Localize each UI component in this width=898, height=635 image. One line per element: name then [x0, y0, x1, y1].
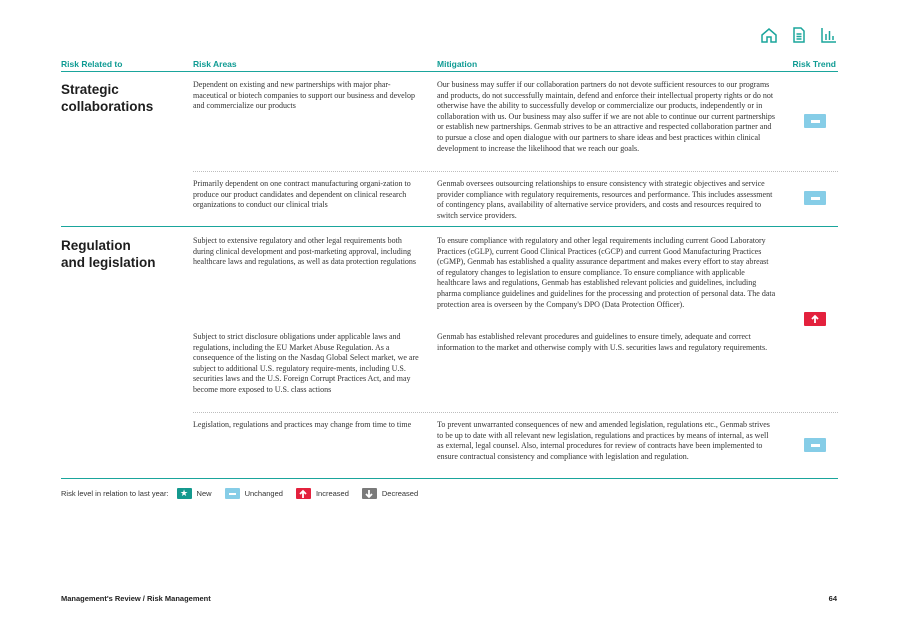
- page-number: 64: [828, 594, 837, 603]
- legend-increased-icon: [296, 488, 311, 499]
- risk-area-text: Subject to extensive regulatory and other legal requirements both during clinical development and post-marketing approval, including healthcare laws and regulations, as well as data protection regulations: [193, 236, 417, 267]
- bar-chart-icon[interactable]: [820, 26, 838, 44]
- page-footer: [61, 594, 837, 603]
- legend-new-label: New: [196, 489, 212, 498]
- group-title-regulation-and-legislation: [61, 237, 156, 271]
- legend-new-icon: ★: [177, 488, 192, 499]
- group-title-line: Strategic: [61, 82, 119, 97]
- risk-area-text: Legislation, regulations and practices may change from time to time: [193, 420, 412, 429]
- legend-decreased-label: Decreased: [381, 489, 419, 498]
- risk-legend: [61, 488, 431, 499]
- legend-label: Risk level in relation to last year:: [61, 489, 169, 498]
- mitigation-text: To prevent unwarranted consequences of new and amended legislation, regulations etc., Genmab strives to be up to date with all relevant new legislation, regulations and practices by means of internal, as well as external, legal counsel. Also, internal procedures for review of contracts have been implemented to ensure contractual consistency and compliance with legislation and regulation.: [437, 420, 770, 461]
- document-icon[interactable]: [790, 26, 808, 44]
- top-navigation: [760, 26, 838, 44]
- group-title-strategic-collaborations: [61, 81, 153, 115]
- legend-decreased-icon: [362, 488, 377, 499]
- legend-unchanged-icon: [225, 488, 240, 499]
- risk-area-text: Subject to strict disclosure obligations under applicable laws and regulations, including the EU Market Abuse Regulation. As a consequence of the listing on the Nasdaq Global Select market, we are subject to additional U.S. regulatory require-ments, including U.S. securities laws and the U.S. Foreign Corrupt Practices Act, and may become more exposed to U.S. class actions: [193, 332, 419, 394]
- trend-unchanged-icon: [804, 438, 826, 452]
- trend-unchanged-icon: [804, 114, 826, 128]
- col-risk-trend: Risk Trend: [792, 59, 836, 69]
- group-divider: [61, 226, 838, 227]
- col-risk-related-to: Risk Related to: [61, 59, 123, 69]
- table-header: [61, 59, 836, 71]
- mitigation-text: Our business may suffer if our collaboration partners do not devote sufficient resources to our programs and products, do not successfully maintain, defend and enforce their intellectual property rights or do not otherwise have the ability to successfully develop or commercialize our products, independently or in collaboration with us. Our business may also suffer if we are not able to continue our current partnerships or establish new partnerships. Genmab strives to be an attractive and respected collaboration partner and to pursue a close and open dialogue with our partners to share ideas and best practices within clinical development to increase the likelihood that we reach our goals.: [437, 80, 775, 153]
- trend-increased-icon: [804, 312, 826, 326]
- table-bottom-rule: [61, 478, 838, 479]
- mitigation-text: To ensure compliance with regulatory and other legal requirements including current Good Laboratory Practices (cGLP), current Good Clinical Practices (cGCP) and current Good Manufacturing Practices (cGMP), Genmab has established a quality assurance department and makes every effort to stay abreast of regulatory changes to legislation to ensure compliance. To ensure compliance with applicable healthcare laws and regulations, Genmab has established relevant policies and guidelines, including pharma compliance guidelines and guidelines for the processing and protection of personal data. The data protection area is overseen by the Company's DPO (Data Protection Officer).: [437, 236, 776, 309]
- footer-section: Management's Review / Risk Management: [61, 594, 211, 603]
- row-divider: [193, 171, 838, 172]
- mitigation-text: Genmab has established relevant procedures and guidelines to ensure timely, adequate and correct information to the market and otherwise comply with U.S. securities laws and regulatory requirements.: [437, 332, 768, 352]
- group-title-line: Regulation: [61, 238, 131, 253]
- risk-area-text: Primarily dependent on one contract manufacturing organi-zation to produce our product candidates and dependent on clinical research organizations to conduct our clinical trials: [193, 179, 411, 210]
- row-divider: [193, 412, 838, 413]
- home-icon[interactable]: [760, 26, 778, 44]
- header-rule: [61, 71, 838, 72]
- trend-unchanged-icon: [804, 191, 826, 205]
- legend-increased-label: Increased: [315, 489, 349, 498]
- legend-unchanged-label: Unchanged: [244, 489, 283, 498]
- col-risk-areas: Risk Areas: [193, 59, 237, 69]
- group-title-line: collaborations: [61, 99, 154, 114]
- mitigation-text: Genmab oversees outsourcing relationships to ensure consistency with strategic objectives and service provider compliance with regulatory requirements, resources and performance. This includes assessment of contingency plans, availability of alternative service providers, and costs and resources required to switch service providers.: [437, 179, 773, 220]
- col-mitigation: Mitigation: [437, 59, 478, 69]
- group-title-line: and legislation: [61, 255, 156, 270]
- risk-area-text: Dependent on existing and new partnerships with major phar-maceutical or biotech companies to support our business and develop and commercialize our products: [193, 80, 415, 111]
